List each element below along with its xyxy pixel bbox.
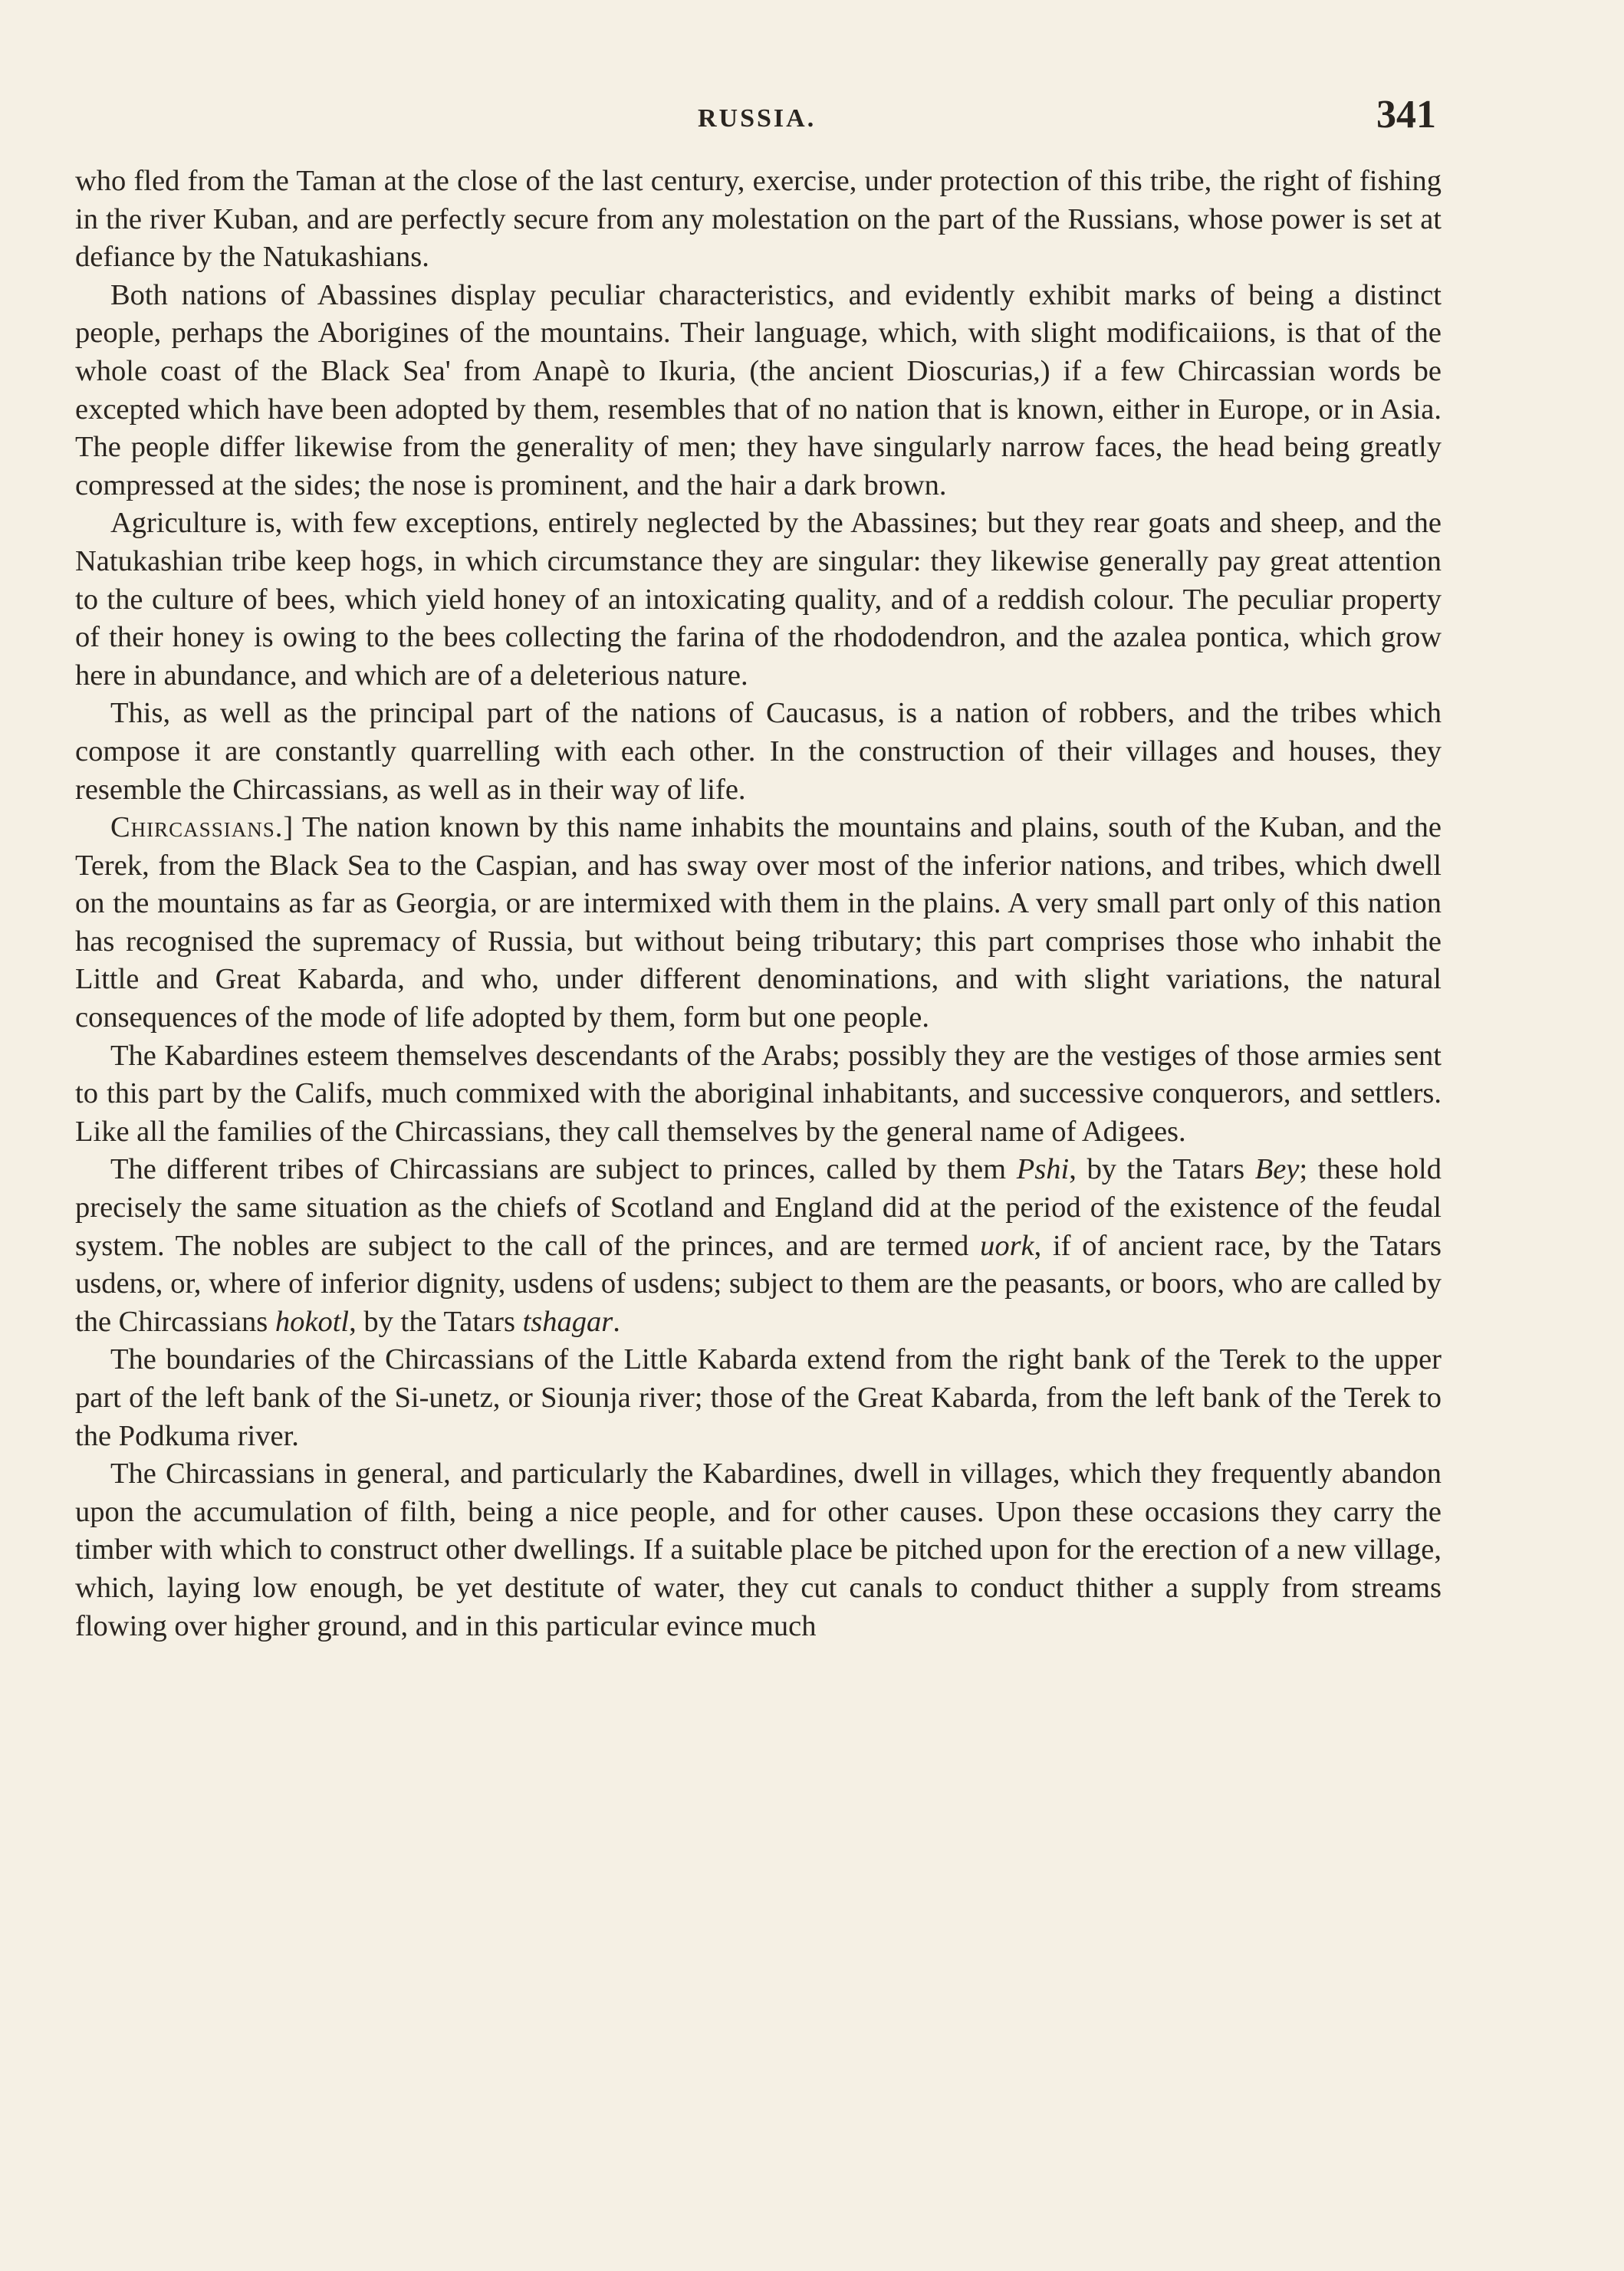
paragraph-chircassians-text: The nation known by this name inhabits the mountains and plains, south of the Kuban, and the Terek, from the Black Sea to the Caspian, and has sway over most of the inferior nations, and tribes, which dwell on the mountains as far as Georgia, or are intermixed with them in the plains. A very small part only of this nation has recognised the supremacy of Russia, but without being tributary; this part comprises those who inhabit the Little and Great Kabarda, and who, under different denominations, and with slight variations, the natural consequences of the mode of life adopted by them, form but one people. [75,811,1442,1034]
running-title: RUSSIA. [698,104,817,133]
paragraph-robbers: This, as well as the principal part of the nations of Caucasus, is a nation of robbers, and the tribes which compose it are constantly quarrelling with each other. In the construction of their villages and houses, they resemble the Chircassians, as well as in their way of life. [75,697,1442,806]
paragraph-abassines: Both nations of Abassines display peculiar characteristics, and evidently exhibit marks of being a distinct people, perhaps the Aborigines of the mountains. Their language, which, with slight modificaiions, is that of the whole coast of the Black Sea' from Anapè to Ikuria, (the ancient Dioscurias,) if a few Chircassian words be excepted which have been adopted by them, resembles that of no nation that is known, either in Europe, or in Asia. The people differ likewise from the generality of men; they have singularly narrow faces, the head being greatly compressed at the sides; the nose is prominent, and the hair a dark brown. [75,278,1442,501]
paragraph-boundaries: The boundaries of the Chircassians of the Little Kabarda extend from the right bank of the Terek to the upper part of the left bank of the Si-unetz, or Siounja river; those of the Great Kabarda, from the left bank of the Terek to the Podkuma river. [75,1343,1442,1452]
body-text [75,163,1442,1645]
page-number: 341 [1376,93,1436,136]
paragraph-kabardines: The Kabardines esteem themselves descendants of the Arabs; possibly they are the vestiges of those armies sent to this part by the Califs, much commixed with the aboriginal inhabitants, and successive conquerors, and settlers. Like all the families of the Chircassians, they call themselves by the general name of Adigees. [75,1039,1442,1148]
paragraph-continuation: who fled from the Taman at the close of the last century, exercise, under protection of this tribe, the right of fishing in the river Kuban, and are perfectly secure from any molestation on the part of the Russians, whose power is set at defiance by the Natukashians. [75,165,1442,274]
paragraph-princes: The different tribes of Chircassians are subject to princes, called by them Pshi, by the Tatars Bey; these hold precisely the same situation as the chiefs of Scotland and England did at the period of the existence of the feudal system. The nobles are subject to the call of the princes, and are termed uork, if of ancient race, by the Tatars usdens, or, where of inferior dignity, usdens of usdens; subject to them are the peasants, or boors, who are called by the Chircassians hokotl, by the Tatars tshagar. [75,1153,1442,1338]
paragraph-chircassians [75,809,1442,1037]
side-heading-chircassians: Chircassians.] [110,811,294,844]
running-head [61,93,1442,144]
paragraph-villages: The Chircassians in general, and particularly the Kabardines, dwell in villages, which they frequently abandon upon the accumulation of filth, being a nice people, and for other causes. Upon these occasions they carry the timber with which to construct other dwellings. If a suitable place be pitched upon for the erection of a new village, which, laying low enough, be yet destitute of water, they cut canals to conduct thither a supply from streams flowing over higher ground, and in this particular evince much [75,1458,1442,1642]
paragraph-agriculture: Agriculture is, with few exceptions, entirely neglected by the Abassines; but they rear goats and sheep, and the Natukashian tribe keep hogs, in which circumstance they are singular: they likewise generally pay great attention to the culture of bees, which yield honey of an intoxicating quality, and of a reddish colour. The peculiar property of their honey is owing to the bees collecting the farina of the rhododendron, and the azalea pontica, which grow here in abundance, and which are of a deleterious nature. [75,507,1442,692]
